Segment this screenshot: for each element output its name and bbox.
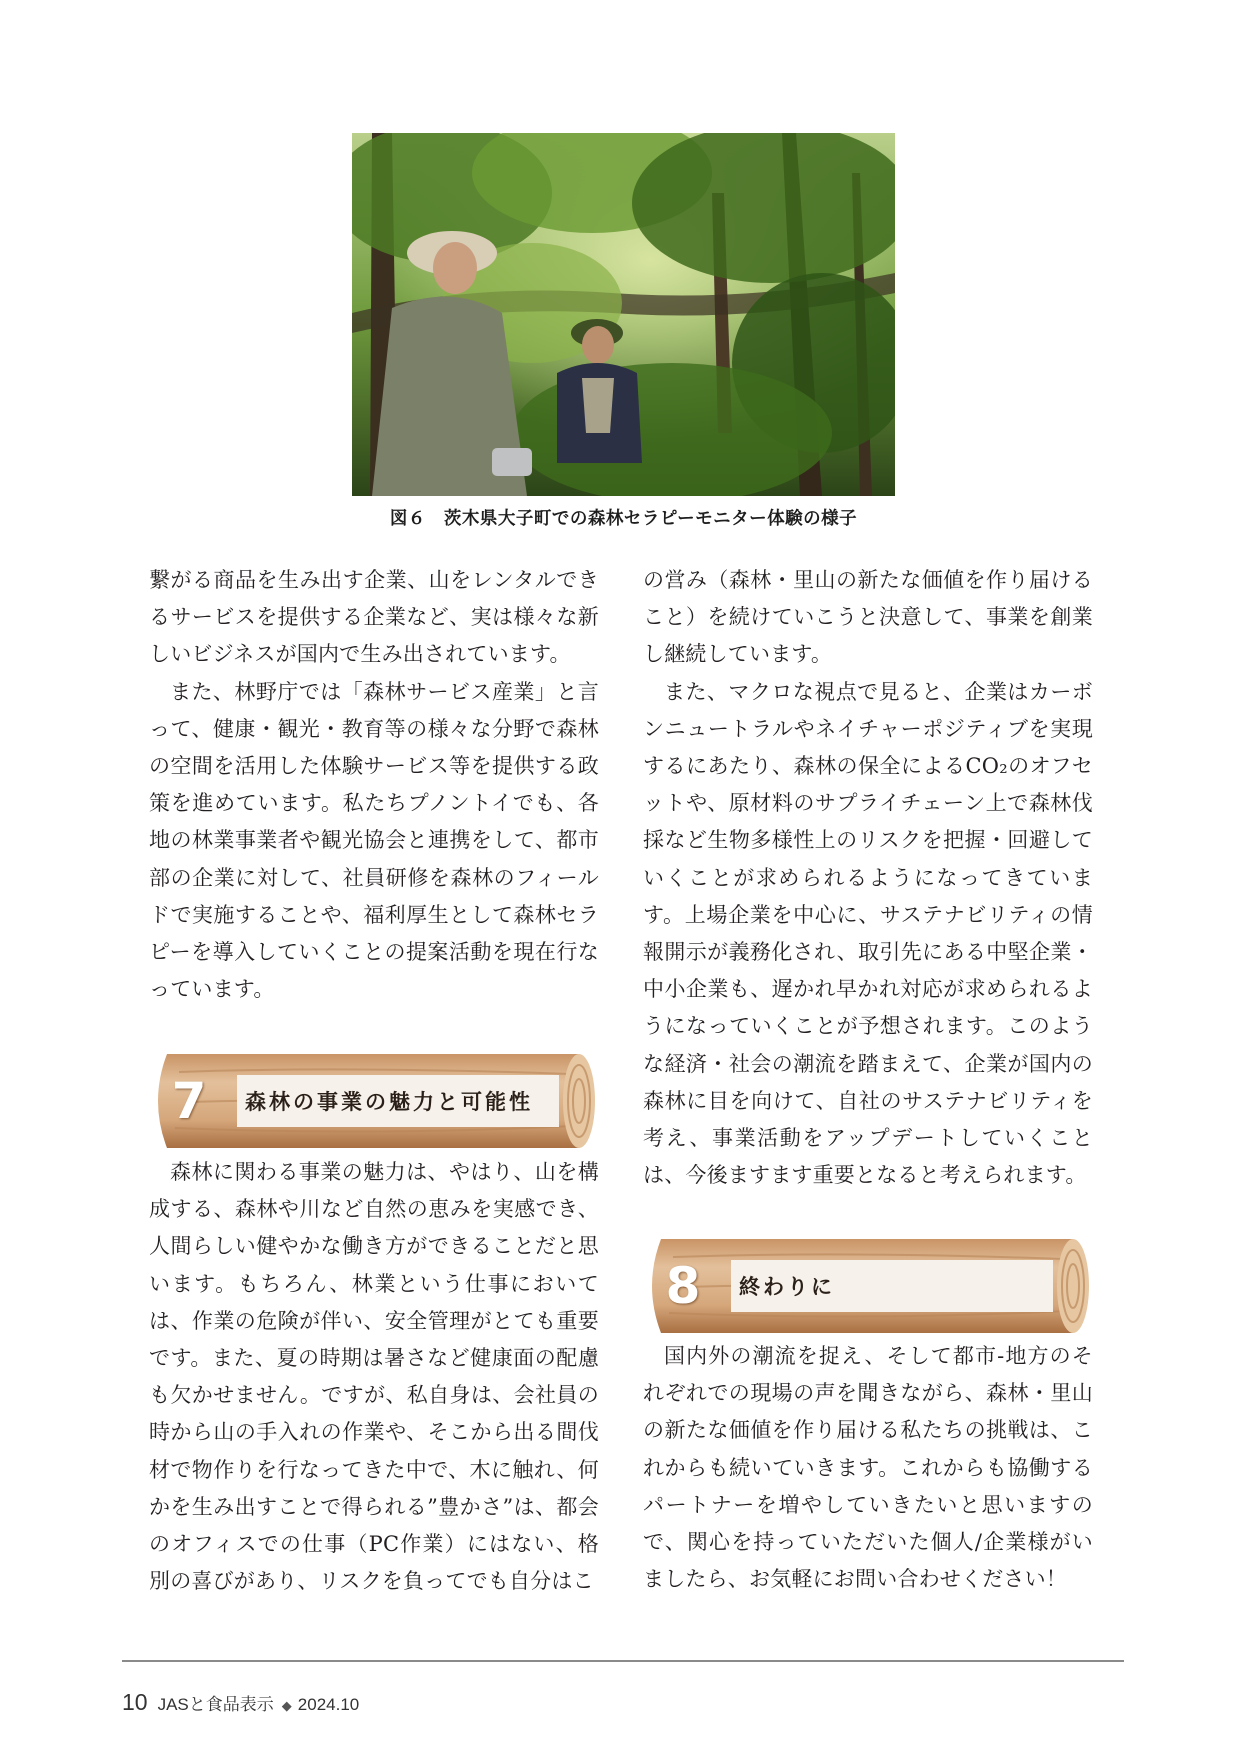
diamond-separator-icon: ◆ xyxy=(281,1698,292,1713)
section-7-body xyxy=(149,1154,599,1600)
section-number: 8 xyxy=(665,1257,701,1315)
section-number: 7 xyxy=(171,1072,207,1130)
section-title: 森林の事業の魅力と可能性 xyxy=(245,1090,533,1114)
publication-name: JASと食品表示 xyxy=(157,1695,274,1714)
body-paragraph: 森林に関わる事業の魅力は、やはり、山を構成する、森林や川など自然の恵みを実感でき、人間らしい健やかな働き方ができることだと思います。もちろん、林業という仕事においては、作業の危険が伴い、安全管理がとても重要です。また、夏の時期は暑さなど健康面の配慮も欠かせません。ですが、私自身は、会社員の時から山の手入れの作業や、そこから出る間伐材で物作りを行なってきた中で、木に触れ、何かを生み出すことで得られる”豊かさ”は、都会のオフィスでの仕事（PC作業）にはない、格別の喜びがあり、リスクを負ってでも自分はこ xyxy=(149,1160,599,1594)
body-paragraph: 繋がる商品を生み出す企業、山をレンタルできるサービスを提供する企業など、実は様々な新しいビジネスが国内で生み出されています。 xyxy=(149,568,599,667)
page-footer xyxy=(122,1689,359,1716)
page-number: 10 xyxy=(122,1689,148,1715)
body-paragraph: また、林野庁では「森林サービス産業」と言って、健康・観光・教育等の様々な分野で森林の空間を活用した体験サービス等を提供する政策を進めています。私たちプノントイでも、各地の林業事業者や観光協会と連携をして、都市部の企業に対して、社員研修を森林のフィールドで実施することや、福利厚生として森林セラピーを導入していくことの提案活動を現在行なっています。 xyxy=(149,679,599,1002)
right-column xyxy=(643,562,1093,1194)
body-paragraph: の営み（森林・里山の新たな価値を作り届けること）を続けていこうと決意して、事業を創業し継続しています。 xyxy=(643,568,1093,667)
section-8-heading xyxy=(643,1237,1093,1335)
left-column xyxy=(149,562,599,1008)
forest-photo xyxy=(352,133,895,496)
section-title: 終わりに xyxy=(739,1275,835,1299)
section-8-body xyxy=(643,1338,1093,1598)
issue-date: 2024.10 xyxy=(297,1695,360,1714)
section-7-heading xyxy=(149,1052,599,1150)
footer-rule xyxy=(122,1660,1124,1662)
body-paragraph: また、マクロな視点で見ると、企業はカーボンニュートラルやネイチャーポジティブを実現するにあたり、森林の保全によるCO₂のオフセットや、原材料のサプライチェーン上で森林伐採など生物多様性上のリスクを把握・回避していくことが求められるようになってきています。上場企業を中心に、サステナビリティの情報開示が義務化され、取引先にある中堅企業・中小企業も、遅かれ早かれ対応が求められるようになっていくことが予想されます。このような経済・社会の潮流を踏まえて、企業が国内の森林に目を向けて、自社のサステナビリティを考え、事業活動をアップデートしていくことは、今後ますます重要となると考えられます。 xyxy=(643,679,1093,1188)
body-paragraph: 国内外の潮流を捉え、そして都市-地方のそれぞれでの現場の声を聞きながら、森林・里山の新たな価値を作り届ける私たちの挑戦は、これからも続いていきます。これからも協働するパートナーを増やしていきたいと思いますので、関心を持っていただいた個人/企業様がいましたら、お気軽にお問い合わせください！ xyxy=(643,1344,1093,1592)
forest-photo-icon xyxy=(352,133,895,496)
figure-caption: 図６ 茨木県大子町での森林セラピーモニター体験の様子 xyxy=(389,509,858,529)
